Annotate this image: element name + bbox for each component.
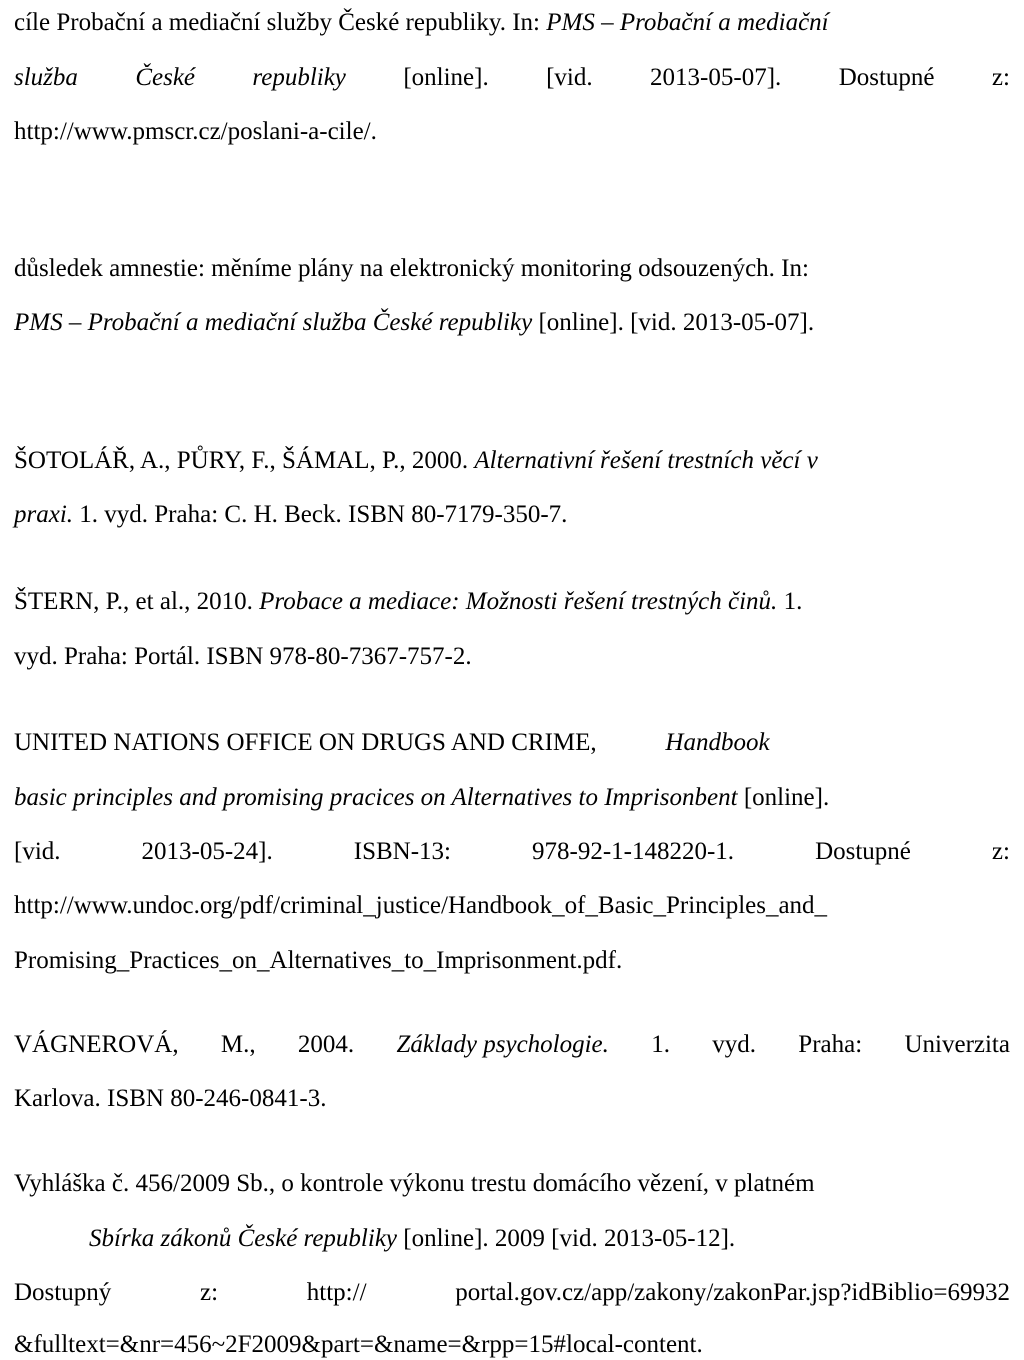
reference-source-title: PMS – Probační a mediační	[546, 9, 829, 36]
reference-line	[14, 1169, 1010, 1199]
reference-url: http://www.undoc.org/pdf/criminal_justice/Handbook_of_Basic_Principles_and_	[14, 892, 828, 919]
reference-text: [online].	[403, 64, 489, 91]
reference-book-title: Alternativní řešení trestních věcí v	[474, 447, 818, 474]
reference-line	[14, 1084, 1010, 1114]
reference-source-title: Sbírka zákonů České republiky	[89, 1225, 398, 1252]
reference-text: 1.	[651, 1031, 670, 1058]
reference-date: 2013-05-24].	[141, 838, 273, 865]
reference-source-title: republiky	[252, 64, 346, 91]
reference-text: z:	[991, 64, 1010, 91]
reference-line	[14, 308, 1010, 338]
reference-line	[14, 837, 1010, 867]
reference-text: Dostupný	[14, 1279, 112, 1306]
reference-line	[14, 946, 1010, 976]
reference-text: vyd. Praha: Portál. ISBN 978-80-7367-757-2.	[14, 643, 472, 670]
reference-text: Karlova. ISBN 80-246-0841-3.	[14, 1085, 327, 1112]
reference-isbn: 978-92-1-148220-1.	[532, 838, 735, 865]
reference-url: http://	[306, 1279, 367, 1306]
reference-line	[14, 500, 1010, 530]
reference-text: Dostupné	[838, 64, 935, 91]
reference-text	[14, 1225, 89, 1252]
reference-book-title: Probace a mediace: Možnosti řešení trestných činů.	[259, 588, 778, 615]
reference-authors: M.,	[220, 1031, 256, 1058]
reference-url: http://www.pmscr.cz/poslani-a-cile/.	[14, 118, 377, 145]
reference-line	[14, 1278, 1010, 1308]
reference-authors: ŠTERN, P., et al., 2010.	[14, 588, 260, 615]
reference-authors: UNITED NATIONS OFFICE ON DRUGS AND CRIME,	[14, 729, 666, 756]
reference-text: 2004.	[297, 1031, 355, 1058]
reference-text: Vyhláška č. 456/2009 Sb., o kontrole výkonu trestu domácího vězení, v platném	[14, 1170, 815, 1197]
reference-book-title: Handbook	[665, 729, 770, 756]
reference-text: [vid.	[14, 838, 61, 865]
reference-line	[14, 728, 1010, 758]
reference-text: důsledek amnestie: měníme plány na elektronický monitoring odsouzených. In:	[14, 255, 809, 282]
reference-source-title: České	[135, 64, 196, 91]
reference-authors: VÁGNEROVÁ,	[14, 1031, 179, 1058]
reference-line	[14, 1030, 1010, 1060]
reference-line	[14, 63, 1010, 93]
reference-text: ISBN-13:	[353, 838, 451, 865]
reference-url: &fulltext=&nr=456~2F2009&part=&name=&rpp=15#local-content.	[14, 1331, 703, 1358]
reference-text: Univerzita	[904, 1031, 1010, 1058]
reference-text: cíle Probační a mediační služby České republiky. In:	[14, 9, 547, 36]
reference-text: 1.	[777, 588, 803, 615]
reference-line	[14, 117, 1010, 147]
reference-line	[14, 1330, 1010, 1360]
reference-text: z:	[991, 838, 1010, 865]
reference-line	[14, 587, 1010, 617]
reference-text: [online]. 2009 [vid. 2013-05-12].	[397, 1225, 736, 1252]
reference-line	[14, 783, 1010, 813]
reference-line	[14, 8, 1010, 38]
reference-source-title: služba	[14, 64, 78, 91]
reference-line	[14, 891, 1010, 921]
reference-text: vyd.	[712, 1031, 756, 1058]
reference-text: Praha:	[798, 1031, 863, 1058]
reference-authors: ŠOTOLÁŘ, A., PŮRY, F., ŠÁMAL, P., 2000.	[14, 447, 475, 474]
reference-text: Dostupné	[815, 838, 911, 865]
reference-book-title: basic principles and promising pracices on Alternatives to Imprisonbent	[14, 784, 738, 811]
reference-line	[14, 1224, 1010, 1254]
reference-book-title: Základy psychologie.	[396, 1031, 609, 1058]
reference-line	[14, 254, 1010, 284]
reference-text: [online]. [vid. 2013-05-07].	[532, 309, 815, 336]
reference-url: portal.gov.cz/app/zakony/zakonPar.jsp?idBiblio=69932	[455, 1279, 1010, 1306]
reference-line	[14, 446, 1010, 476]
reference-source-title: PMS – Probační a mediační služba České republiky	[14, 309, 533, 336]
reference-line	[14, 642, 1010, 672]
reference-text: [vid.	[546, 64, 593, 91]
reference-text: [online].	[737, 784, 830, 811]
reference-date: 2013-05-07].	[650, 64, 782, 91]
reference-text: z:	[199, 1279, 219, 1306]
reference-text: 1. vyd. Praha: C. H. Beck. ISBN 80-7179-350-7.	[73, 501, 568, 528]
reference-book-title: praxi.	[14, 501, 74, 528]
reference-url: Promising_Practices_on_Alternatives_to_Imprisonment.pdf.	[14, 947, 623, 974]
